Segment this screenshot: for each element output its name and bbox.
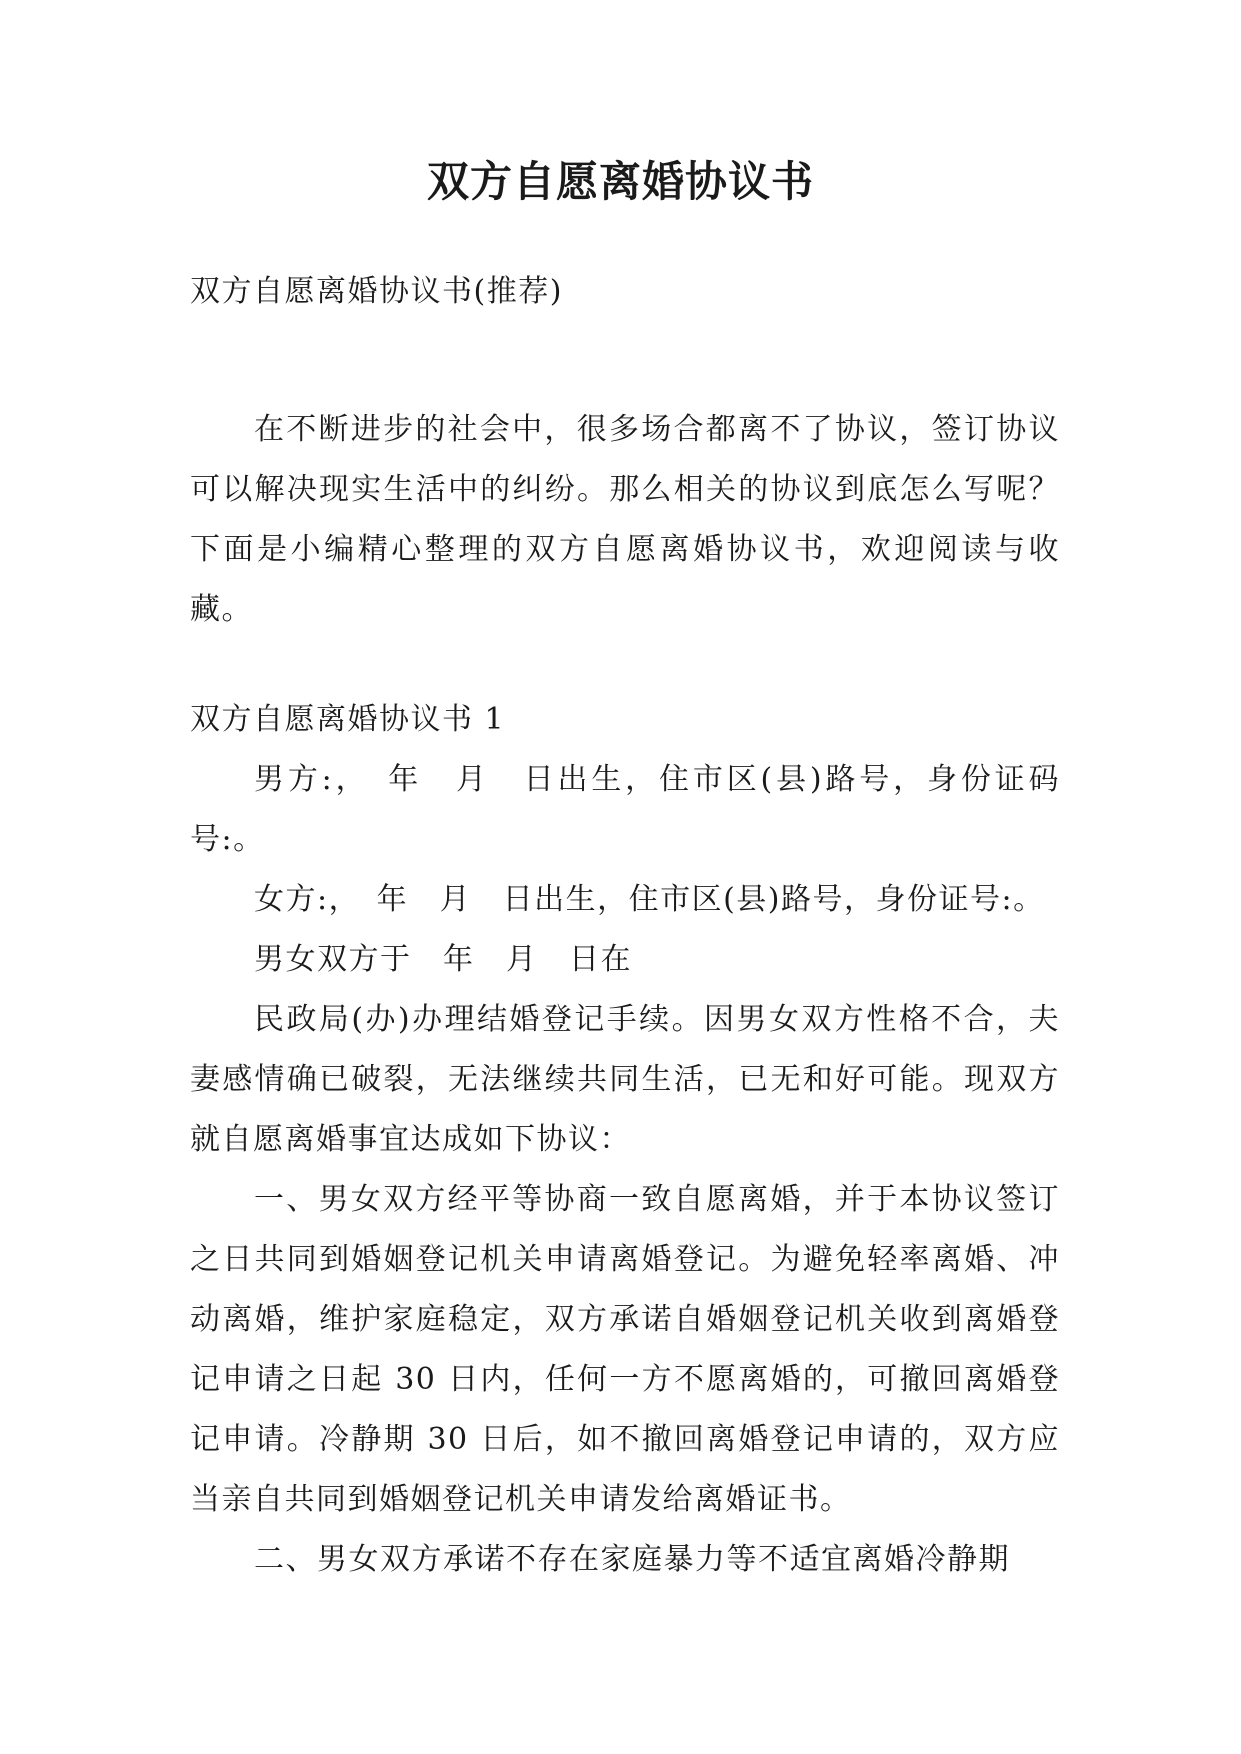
document-subtitle: 双方自愿离婚协议书(推荐) [190, 274, 563, 309]
document-title: 双方自愿离婚协议书 [426, 157, 814, 206]
intro-paragraph: 在不断进步的社会中，很多场合都离不了协议，签订协议可以解决现实生活中的纠纷。那么相关的协议到底怎么写呢？下面是小编精心整理的双方自愿离婚协议书，欢迎阅读与收藏。 [190, 412, 1060, 627]
paragraph-female-party: 女方:， 年 月 日出生，住市区(县)路号，身份证号:。 [254, 882, 1045, 917]
paragraph-marriage-date: 男女双方于 年 月 日在 [254, 942, 632, 977]
paragraph-clause-one: 一、男女双方经平等协商一致自愿离婚，并于本协议签订之日共同到婚姻登记机关申请离婚登记。为避免轻率离婚、冲动离婚，维护家庭稳定，双方承诺自婚姻登记机关收到离婚登记申请之日起 30 日内，任何一方不愿离婚的，可撤回离婚登记申请。冷静期 30 日后，如不撤回离婚登记申请的，双方应当亲自共同到婚姻登记机关申请发给离婚证书。 [190, 1182, 1060, 1517]
paragraph-registration: 民政局(办)办理结婚登记手续。因男女双方性格不合，夫妻感情确已破裂，无法继续共同生活，已无和好可能。现双方就自愿离婚事宜达成如下协议： [190, 1002, 1060, 1157]
paragraph-male-party: 男方:， 年 月 日出生，住市区(县)路号，身份证码号:。 [190, 762, 1060, 857]
agreement-section [190, 690, 1060, 1590]
paragraph-clause-two: 二、男女双方承诺不存在家庭暴力等不适宜离婚冷静期 [254, 1542, 1010, 1577]
section-heading: 双方自愿离婚协议书 1 [190, 702, 506, 737]
